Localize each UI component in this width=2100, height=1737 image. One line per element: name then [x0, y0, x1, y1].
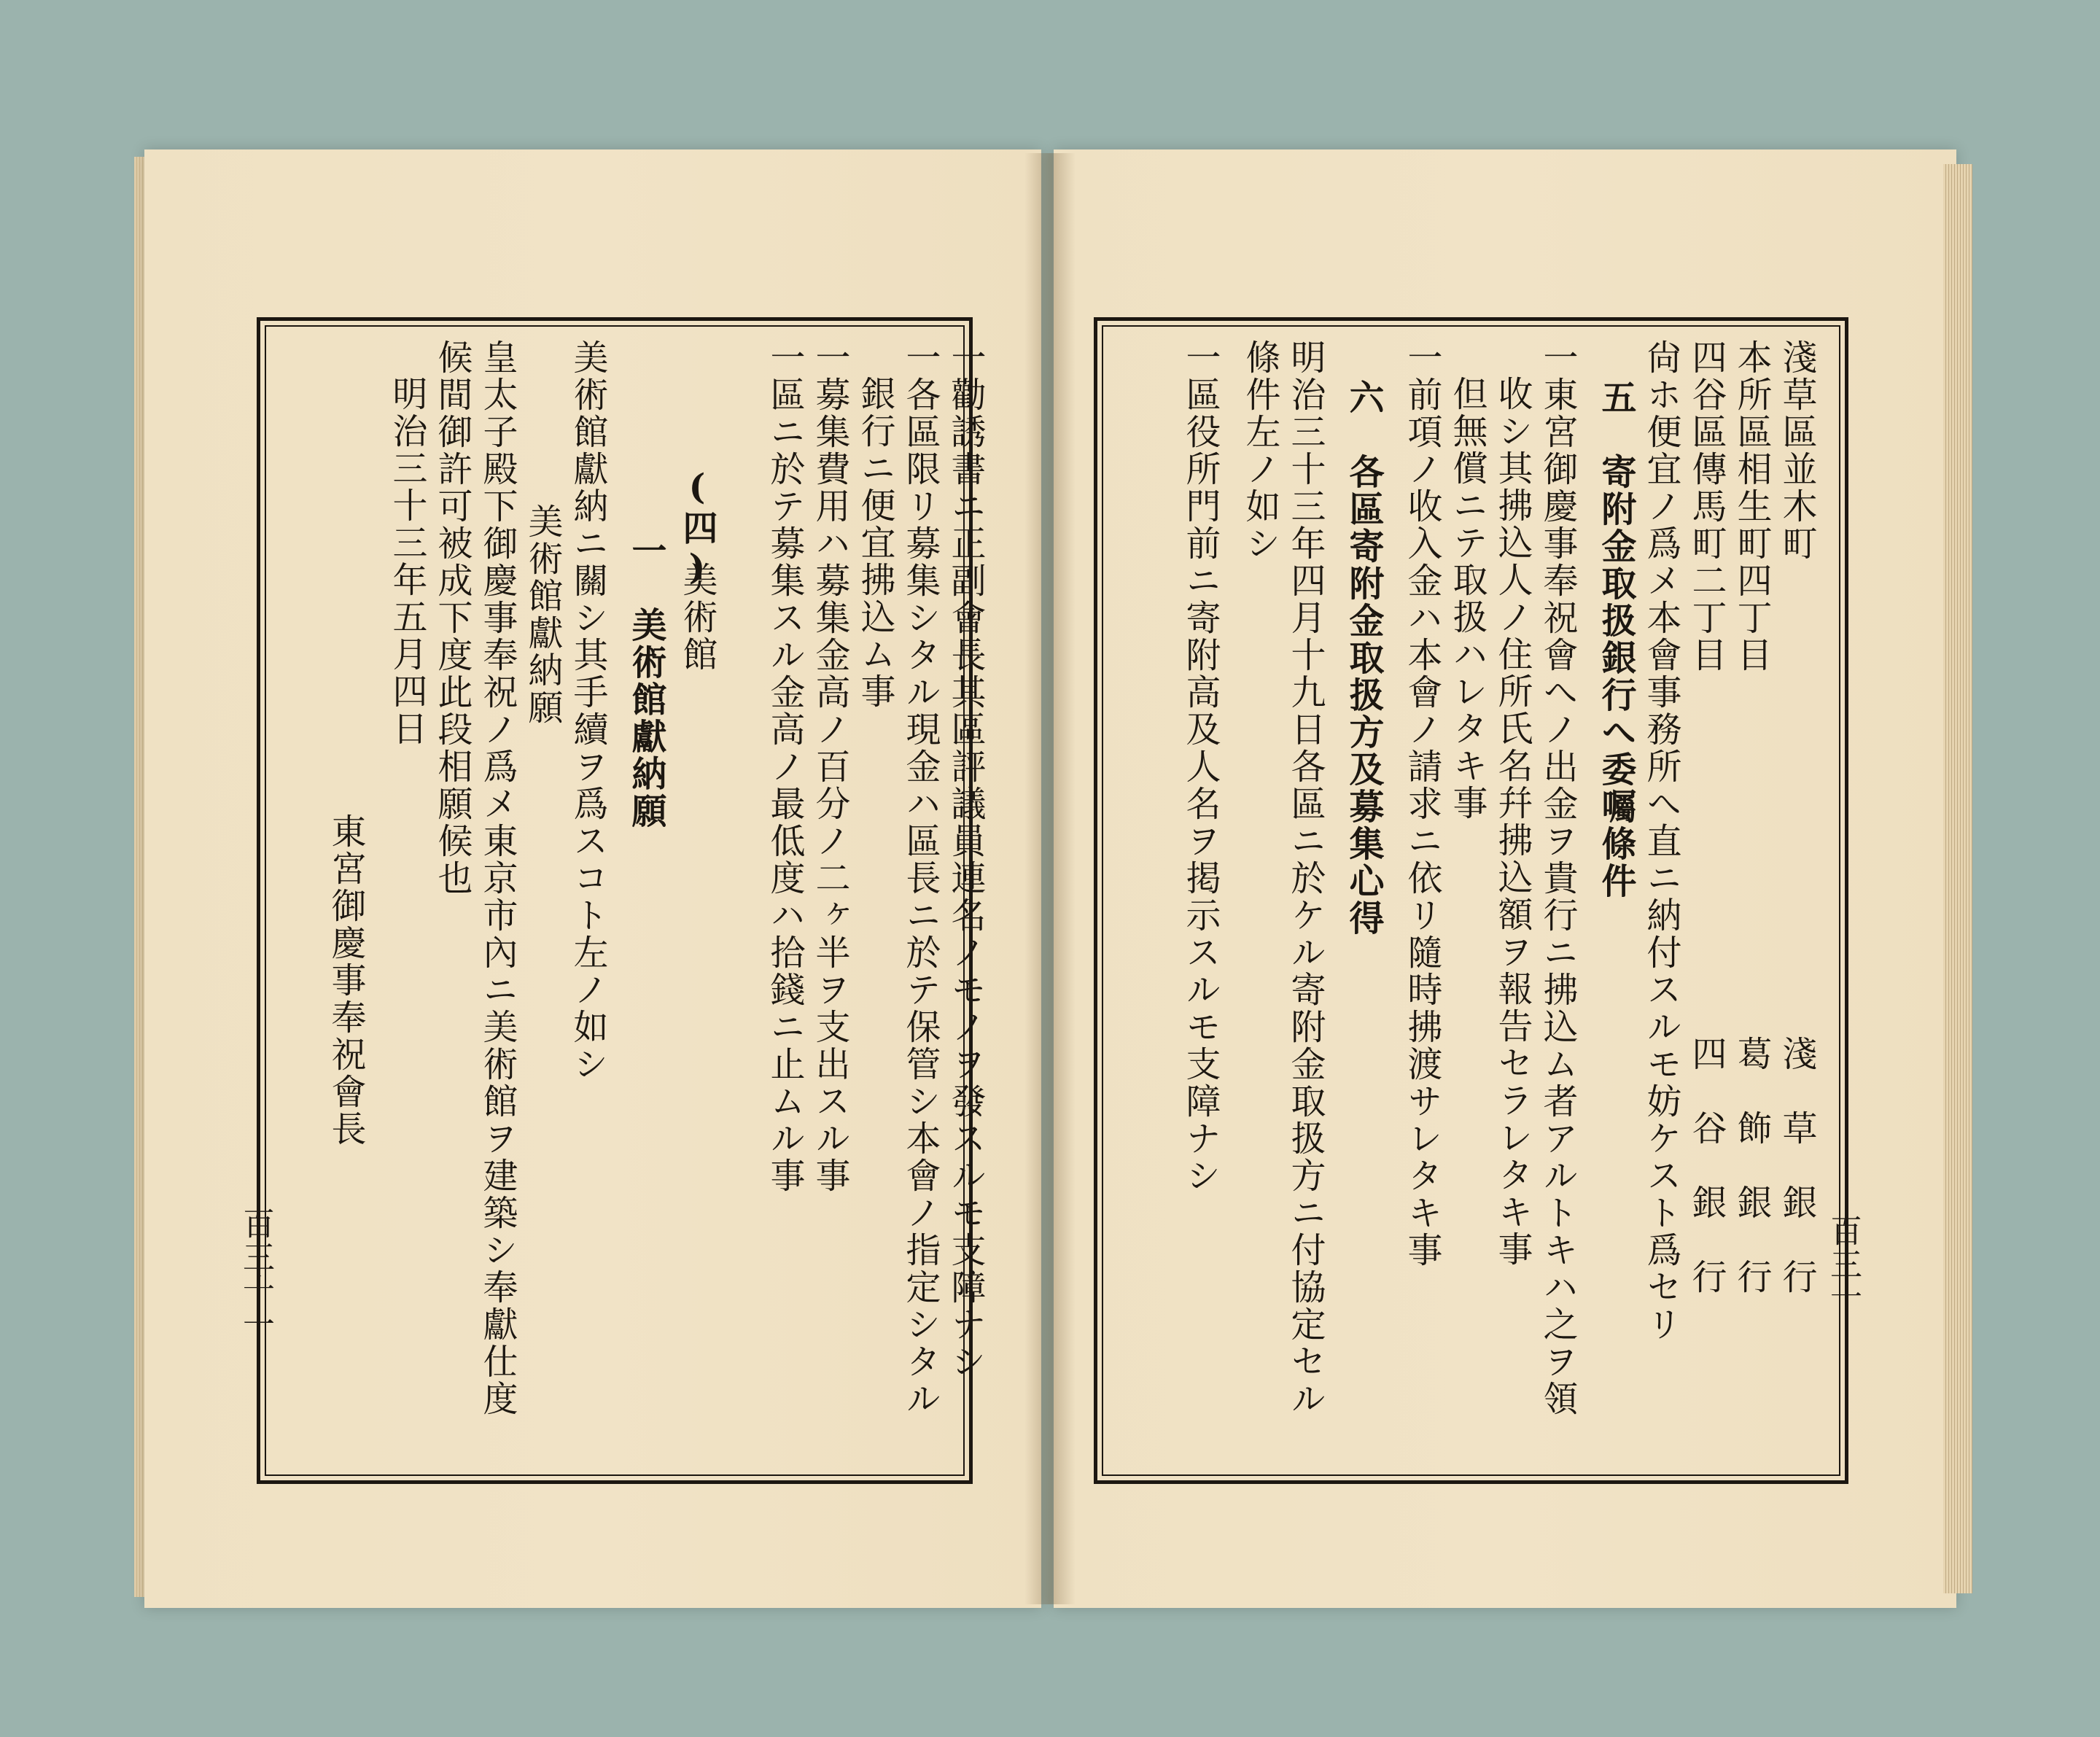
section5-heading: 五 寄附金取扱銀行へ委囑條件: [1595, 379, 1636, 900]
left-page-number: 百三十一: [237, 1207, 274, 1341]
petition-line-1: 美術館獻納ニ關シ其手續ヲ爲スコト左ノ如シ: [567, 339, 608, 1083]
section5-item-3: 但無償ニテ取扱ハレタキ事: [1447, 376, 1488, 822]
section6-item-1: 明治三十三年四月十九日各區ニ於ケル寄附金取扱方ニ付協定セル: [1285, 339, 1326, 1418]
petition-line-3: 皇太子殿下御慶事奉祝ノ爲メ東京市內ニ美術館ヲ建築シ奉獻仕度: [477, 339, 518, 1418]
section6-item-3: 一區役所門前ニ寄附高及人名ヲ掲示スルモ支障ナシ: [1180, 339, 1221, 1194]
petition-line-4: 候間御許可被成下度此段相願候也: [432, 339, 472, 897]
right-page-edges: [1943, 164, 1972, 1593]
right-entry-1: 淺草區並木町: [1776, 339, 1817, 562]
right-entry-3: 四谷區傳馬町二丁目: [1686, 339, 1727, 674]
left-item-5: 一區ニ於テ募集スル金高ノ最低度ハ拾錢ニ止ムル事: [764, 339, 805, 1194]
right-entry-2: 本所區相生町四丁目: [1731, 339, 1772, 674]
petition-date: 明治三十三年五月四日: [386, 376, 427, 747]
section6-item-2: 條件左ノ如シ: [1240, 339, 1280, 562]
petition-signature: 東宮御慶事奉祝會長: [325, 813, 366, 1148]
section6-heading: 六 各區寄附金取扱方及募集心得: [1343, 379, 1384, 937]
left-item-1: 一勸誘書ニ正副會長其區評議員連名ノモノヲ發スルモ支障ナシ: [945, 339, 986, 1380]
section4-number: (四): [677, 467, 718, 590]
section5-item-4: 一前項ノ收入金ハ本會ノ請求ニ依リ隨時拂渡サレタキ事: [1401, 339, 1442, 1269]
subsection-heading: 一 美術館獻納願: [626, 532, 666, 830]
right-entry-4: 尙ホ便宜ノ爲メ本會事務所へ直ニ納付スルモ妨ケスト爲セリ: [1641, 339, 1681, 1343]
left-item-2: 一各區限リ募集シタル現金ハ區長ニ於テ保管シ本會ノ指定シタル: [900, 339, 941, 1418]
left-item-3: 銀行ニ便宜拂込ム事: [855, 376, 895, 710]
bank-2: 葛 飾 銀 行: [1731, 1035, 1772, 1296]
book-gutter: [1024, 153, 1076, 1604]
section5-item-2: 收シ其拂込人ノ住所氏名幷拂込額ヲ報告セラレタキ事: [1492, 376, 1533, 1268]
section5-item-1: 一東宮御慶事奉祝會へノ出金ヲ貴行ニ拂込ム者アルトキハ之ヲ領: [1537, 339, 1578, 1418]
bank-3: 四 谷 銀 行: [1686, 1035, 1727, 1296]
left-item-4: 一募集費用ハ募集金高ノ百分ノ二ヶ半ヲ支出スル事: [809, 339, 850, 1194]
petition-line-2: 美術館獻納願: [522, 503, 563, 726]
section4-title: 美術館: [677, 561, 718, 673]
bank-1: 淺 草 銀 行: [1776, 1035, 1817, 1296]
right-page-number: 百三十: [1824, 1214, 1862, 1315]
